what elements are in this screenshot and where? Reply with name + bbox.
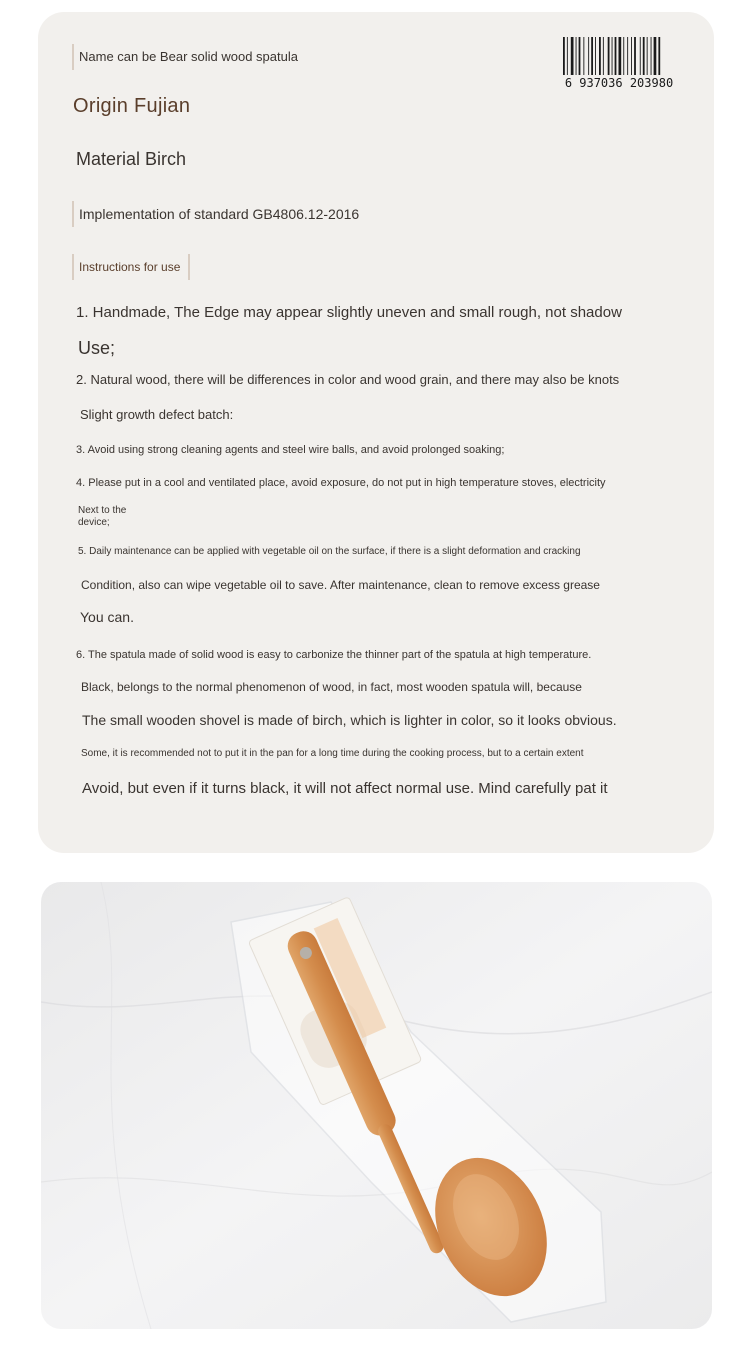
instruction-line: Next to the device; bbox=[78, 505, 127, 528]
standard-label: Implementation of standard GB4806.12-2016 bbox=[72, 201, 359, 227]
product-photo bbox=[41, 882, 712, 1329]
origin-label: Origin Fujian bbox=[73, 95, 191, 117]
instruction-line: 1. Handmade, The Edge may appear slightly uneven and small rough, not shadow bbox=[76, 304, 622, 321]
instruction-line: 4. Please put in a cool and ventilated place, avoid exposure, do not put in high temperature stoves, electricity bbox=[76, 477, 606, 489]
instruction-line: 2. Natural wood, there will be differences in color and wood grain, and there may also be knots bbox=[76, 372, 620, 387]
instruction-line: Some, it is recommended not to put it in the pan for a long time during the cooking process, but to a certain extent bbox=[81, 748, 584, 759]
instruction-line: Avoid, but even if it turns black, it will not affect normal use. Mind carefully pat it bbox=[82, 780, 608, 797]
instruction-line: Condition, also can wipe vegetable oil to save. After maintenance, clean to remove excess grease bbox=[81, 578, 600, 592]
instructions-heading: Instructions for use bbox=[72, 254, 190, 280]
spatula-in-bag-image bbox=[41, 882, 712, 1329]
material-label: Material Birch bbox=[76, 149, 187, 169]
instruction-line: You can. bbox=[80, 609, 134, 625]
product-name: Name can be Bear solid wood spatula bbox=[72, 44, 298, 70]
barcode bbox=[553, 37, 686, 89]
instruction-line: 5. Daily maintenance can be applied with vegetable oil on the surface, if there is a slight deformation and cracking bbox=[78, 546, 581, 557]
instruction-line: The small wooden shovel is made of birch, which is lighter in color, so it looks obvious. bbox=[82, 712, 617, 728]
instruction-line: 3. Avoid using strong cleaning agents and steel wire balls, and avoid prolonged soaking; bbox=[76, 444, 505, 456]
instruction-line: Black, belongs to the normal phenomenon of wood, in fact, most wooden spatula will, because bbox=[81, 680, 582, 694]
instruction-line: Use; bbox=[78, 338, 116, 358]
barcode-number: 6 937036 203980 bbox=[564, 76, 674, 89]
instruction-line: 6. The spatula made of solid wood is easy to carbonize the thinner part of the spatula at high temperature. bbox=[76, 649, 592, 661]
instruction-line: Slight growth defect batch: bbox=[80, 407, 234, 422]
